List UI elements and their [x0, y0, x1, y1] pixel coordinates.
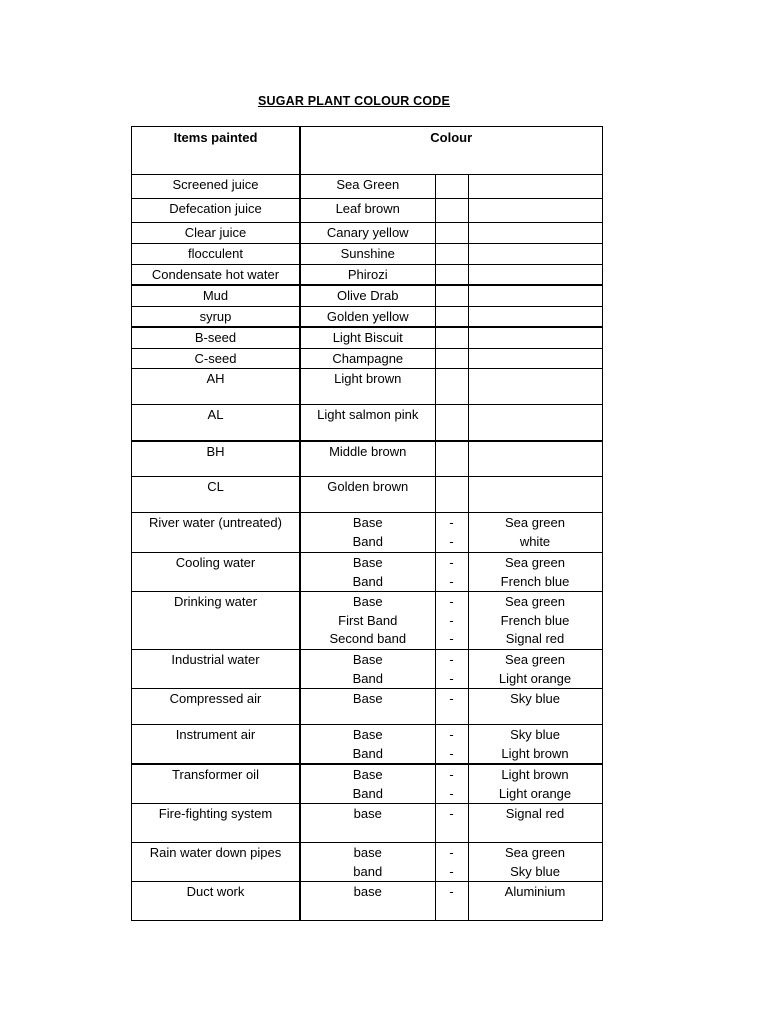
- item-name: Defecation juice: [132, 199, 301, 223]
- dash-cell: [435, 348, 468, 369]
- dash-cell: [435, 327, 468, 348]
- item-name: BH: [132, 441, 301, 477]
- item-name: Duct work: [132, 882, 301, 921]
- colour-value: Middle brown: [300, 441, 435, 477]
- dash-separator: -: [449, 845, 454, 860]
- item-name: Cooling water: [132, 553, 301, 592]
- paint-part-list: [300, 592, 435, 650]
- paint-part: Base: [352, 767, 383, 782]
- table-row: [132, 441, 603, 477]
- item-name: Drinking water: [132, 592, 301, 650]
- dash-cell: [435, 175, 468, 199]
- colour-value: Light salmon pink: [300, 405, 435, 441]
- colour-value: Olive Drab: [300, 285, 435, 306]
- value-cell: [468, 244, 602, 265]
- paint-part: Base: [352, 727, 383, 742]
- paint-part: Base: [352, 691, 383, 706]
- dash-cell: [435, 223, 468, 244]
- dash-separator: -: [449, 594, 454, 609]
- paint-part: Band: [352, 573, 383, 589]
- table-row: [132, 264, 603, 285]
- colour-name: Sea green: [505, 652, 565, 667]
- item-name: Mud: [132, 285, 301, 306]
- colour-list: [468, 553, 602, 592]
- dash-cell: [435, 405, 468, 441]
- colour-value: Golden brown: [300, 477, 435, 513]
- table-row: [132, 327, 603, 348]
- table-row: [132, 650, 603, 689]
- table-row: [132, 175, 603, 199]
- item-name: Rain water down pipes: [132, 843, 301, 882]
- colour-value: Golden yellow: [300, 306, 435, 327]
- table-body: [132, 127, 603, 921]
- item-name: Condensate hot water: [132, 264, 301, 285]
- colour-name: Sky blue: [510, 863, 560, 879]
- table-row: [132, 306, 603, 327]
- dash-cell: [435, 264, 468, 285]
- value-cell: [468, 175, 602, 199]
- dash-separator: -: [449, 573, 454, 589]
- colour-list: [468, 843, 602, 882]
- value-cell: [468, 441, 602, 477]
- colour-list: [468, 882, 602, 921]
- value-cell: [468, 223, 602, 244]
- dash-cell: [435, 369, 468, 405]
- dash-separator: -: [449, 631, 454, 646]
- colour-value: Light brown: [300, 369, 435, 405]
- paint-part: base: [353, 884, 382, 899]
- paint-part-list: [300, 764, 435, 804]
- paint-part: base: [353, 845, 382, 860]
- dash-list: [435, 804, 468, 843]
- paint-part: Base: [352, 515, 383, 530]
- paint-part: band: [353, 863, 383, 879]
- paint-part: Base: [352, 555, 383, 570]
- paint-part-list: [300, 882, 435, 921]
- dash-list: [435, 553, 468, 592]
- table-row: [132, 725, 603, 765]
- colour-name: Signal red: [505, 806, 565, 821]
- colour-value: Canary yellow: [300, 223, 435, 244]
- colour-name: Sky blue: [510, 727, 560, 742]
- table-row: [132, 223, 603, 244]
- paint-part-list: [300, 725, 435, 765]
- colour-name: Sky blue: [510, 691, 560, 706]
- table-row: [132, 513, 603, 553]
- colour-name: French blue: [500, 612, 570, 628]
- dash-separator: -: [449, 785, 454, 801]
- item-name: AL: [132, 405, 301, 441]
- item-name: CL: [132, 477, 301, 513]
- table-row: [132, 689, 603, 725]
- paint-part-list: [300, 843, 435, 882]
- item-name: Transformer oil: [132, 764, 301, 804]
- dash-separator: -: [449, 863, 454, 879]
- colour-value: Sunshine: [300, 244, 435, 265]
- colour-name: Sea green: [505, 845, 565, 860]
- table-row: [132, 369, 603, 405]
- dash-list: [435, 689, 468, 725]
- value-cell: [468, 477, 602, 513]
- paint-part-list: [300, 689, 435, 725]
- dash-list: [435, 764, 468, 804]
- dash-separator: -: [449, 533, 454, 549]
- document-title: SUGAR PLANT COLOUR CODE: [257, 94, 451, 108]
- table-row: [132, 592, 603, 650]
- item-name: AH: [132, 369, 301, 405]
- item-name: C-seed: [132, 348, 301, 369]
- item-name: syrup: [132, 306, 301, 327]
- colour-name: Light orange: [498, 785, 572, 801]
- dash-cell: [435, 441, 468, 477]
- item-name: Screened juice: [132, 175, 301, 199]
- dash-cell: [435, 285, 468, 306]
- table-row: [132, 553, 603, 592]
- colour-name: Light brown: [501, 767, 569, 782]
- colour-name: Light orange: [498, 670, 572, 686]
- colour-value: Champagne: [300, 348, 435, 369]
- dash-separator: -: [449, 612, 454, 628]
- paint-part: Band: [352, 670, 383, 686]
- item-name: River water (untreated): [132, 513, 301, 553]
- colour-list: [468, 650, 602, 689]
- paint-part: Base: [352, 594, 383, 609]
- dash-separator: -: [449, 691, 454, 706]
- colour-name: Sea green: [505, 594, 565, 609]
- dash-list: [435, 650, 468, 689]
- colour-value: Phirozi: [300, 264, 435, 285]
- table-row: [132, 804, 603, 843]
- table-row: [132, 477, 603, 513]
- table-row: [132, 405, 603, 441]
- paint-part-list: [300, 804, 435, 843]
- paint-part-list: [300, 513, 435, 553]
- paint-part: Base: [352, 652, 383, 667]
- value-cell: [468, 348, 602, 369]
- item-name: Compressed air: [132, 689, 301, 725]
- dash-separator: -: [449, 670, 454, 686]
- value-cell: [468, 405, 602, 441]
- dash-cell: [435, 199, 468, 223]
- paint-part-list: [300, 650, 435, 689]
- item-name: Fire-fighting system: [132, 804, 301, 843]
- colour-value: Light Biscuit: [300, 327, 435, 348]
- item-name: Instrument air: [132, 725, 301, 765]
- paint-part: base: [353, 806, 382, 821]
- colour-list: [468, 513, 602, 553]
- item-name: Industrial water: [132, 650, 301, 689]
- colour-name: Sea green: [505, 555, 565, 570]
- table-row: [132, 199, 603, 223]
- item-name: B-seed: [132, 327, 301, 348]
- item-name: Clear juice: [132, 223, 301, 244]
- table-row: [132, 348, 603, 369]
- value-cell: [468, 306, 602, 327]
- paint-part: Band: [352, 745, 383, 761]
- colour-value: Leaf brown: [300, 199, 435, 223]
- colour-list: [468, 725, 602, 765]
- table-row: [132, 843, 603, 882]
- colour-name: Signal red: [505, 631, 565, 646]
- colour-value: Sea Green: [300, 175, 435, 199]
- dash-list: [435, 882, 468, 921]
- paint-part: First Band: [338, 612, 398, 628]
- paint-part: Band: [352, 785, 383, 801]
- dash-cell: [435, 477, 468, 513]
- colour-name: Light brown: [501, 745, 569, 761]
- colour-name: French blue: [500, 573, 570, 589]
- colour-header: Colour: [300, 127, 602, 175]
- dash-cell: [435, 306, 468, 327]
- colour-list: [468, 764, 602, 804]
- value-cell: [468, 264, 602, 285]
- table-row: [132, 764, 603, 804]
- dash-separator: -: [449, 884, 454, 899]
- value-cell: [468, 285, 602, 306]
- dash-separator: -: [449, 555, 454, 570]
- dash-list: [435, 592, 468, 650]
- value-cell: [468, 327, 602, 348]
- dash-list: [435, 513, 468, 553]
- dash-separator: -: [449, 727, 454, 742]
- table-row: [132, 285, 603, 306]
- value-cell: [468, 369, 602, 405]
- dash-separator: -: [449, 745, 454, 761]
- items-painted-header: Items painted: [132, 127, 301, 175]
- colour-name: Sea green: [505, 515, 565, 530]
- dash-separator: -: [449, 652, 454, 667]
- table-row: [132, 882, 603, 921]
- header-row: [132, 127, 603, 175]
- dash-separator: -: [449, 767, 454, 782]
- dash-cell: [435, 244, 468, 265]
- paint-part-list: [300, 553, 435, 592]
- colour-list: [468, 804, 602, 843]
- paint-part: Band: [352, 533, 383, 549]
- dash-list: [435, 725, 468, 765]
- colour-code-table: [131, 126, 603, 921]
- dash-separator: -: [449, 806, 454, 821]
- colour-name: white: [519, 533, 551, 549]
- colour-name: Aluminium: [504, 884, 566, 899]
- dash-list: [435, 843, 468, 882]
- table-row: [132, 244, 603, 265]
- dash-separator: -: [449, 515, 454, 530]
- item-name: flocculent: [132, 244, 301, 265]
- colour-list: [468, 592, 602, 650]
- paint-part: Second band: [329, 631, 407, 646]
- colour-list: [468, 689, 602, 725]
- value-cell: [468, 199, 602, 223]
